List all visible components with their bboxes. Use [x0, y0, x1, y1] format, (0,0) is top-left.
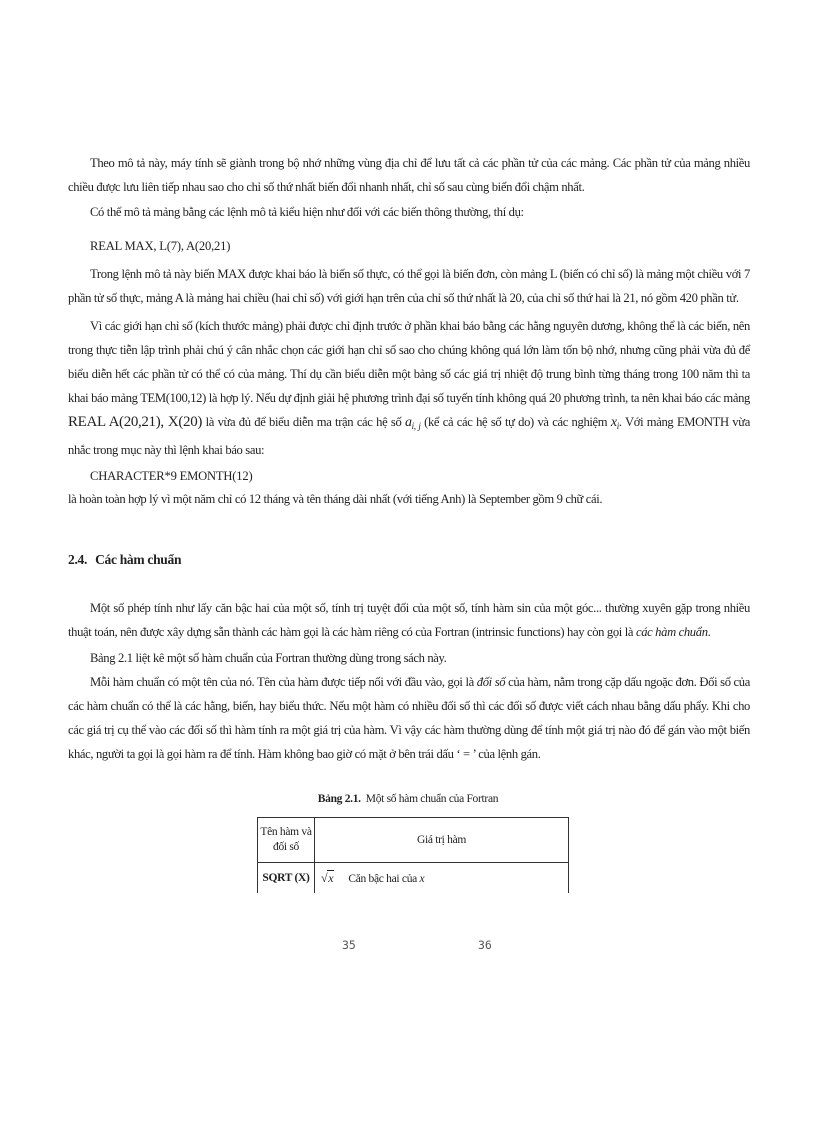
- function-description: Căn bậc hai của: [348, 872, 417, 885]
- code-real-declaration: REAL MAX, L(7), A(20,21): [90, 239, 231, 253]
- paragraph-memory-layout: Theo mô tả này, máy tính sẽ giành trong bộ nhớ những vùng địa chỉ để lưu tất cả các phần tử của các mảng. Các phần tử của mảng nhiều chiều được lưu liên tiếp nhau sao cho chỉ số thứ nhất biến đổi nhanh nhất, chỉ số sau cùng biến đổi chậm nhất.: [68, 156, 750, 194]
- math-var-x: x: [610, 415, 617, 430]
- table-header-value: Giá trị hàm: [315, 818, 569, 863]
- paragraph-intrinsic-functions: [68, 596, 750, 644]
- function-description-var: x: [419, 872, 425, 885]
- term-standard-functions: các hàm chuẩn: [635, 625, 708, 639]
- page-number-left: 35: [342, 938, 356, 952]
- paragraph-array-limits: [68, 314, 750, 462]
- table-caption-text: Một số hàm chuẩn của Fortran: [365, 793, 499, 805]
- table-caption: [0, 793, 816, 805]
- table-header-name: [258, 818, 315, 863]
- function-name-cell: SQRT (X): [258, 863, 315, 894]
- section-number: 2.4.: [68, 552, 88, 567]
- paragraph-arguments-text-b: của hàm, nằm trong cặp dấu ngoặc đơn. Đối số của các hàm chuẩn có thể là các hằng, biến, hay biểu thức. Nếu một hàm có nhiều đối số thì các đối số được viết cách nhau bằng dấu phẩy. Khi cho các giá trị cụ thể vào các đối số thì hàm tính ra một giá trị của hàm. Vì vậy các hàm thường dùng để tính một giá trị nào đó để gán vào một biến khác, người ta gọi là gọi hàm ra để tính. Hàm không bao giờ có mặt ở bên trái dấu ‘ = ’ của lệnh gán.: [68, 675, 750, 761]
- page-number-right: 36: [478, 938, 492, 952]
- paragraph-array-limits-text-a: Vì các giới hạn chỉ số (kích thước mảng) phải được chỉ định trước ở phần khai báo bằng các hằng nguyên dương, không thể là các biến, nên trong thực tiễn lập trình phải chú ý cân nhắc chọn các giới hạn chỉ số sao cho chúng không quá lớn làm tốn bộ nhớ, nhưng cũng phải vừa đủ để biểu diễn hết các phần tử có thể có của mảng. Thí dụ cần biểu diễn một bảng số các giá trị nhiệt độ trung bình từng tháng trong 100 năm thì ta khai báo mảng TEM(100,12) là hợp lý. Nếu dự định giải hệ phương trình đại số tuyến tính không quá 20 phương trình, ta nên khai báo các mảng: [68, 319, 750, 405]
- section-heading: [68, 552, 181, 568]
- sqrt-argument: x: [328, 870, 334, 885]
- paragraph-declare-explanation: Trong lệnh mô tả này biến MAX được khai báo là biến số thực, có thể gọi là biến đơn, còn mảng L (biến có chỉ số) là mảng một chiều với 7 phần tử số thực, mảng A là mảng hai chiều (hai chỉ số) với giới hạn trên của chỉ số thứ nhất là 20, của chỉ số thứ hai là 21, nó gồm 420 phần tử.: [68, 267, 750, 305]
- sqrt-symbol: √x: [321, 870, 334, 885]
- section-title: Các hàm chuẩn: [95, 552, 182, 567]
- math-var-a: a: [404, 415, 412, 430]
- paragraph-declare-intro: Có thể mô tả mảng bằng các lệnh mô tả kiểu hiện như đối với các biến thông thường, thí dụ:: [90, 205, 524, 219]
- table-row: [258, 863, 569, 894]
- math-sub-ij: i, j: [411, 421, 421, 431]
- paragraph-intrinsic-text-b: .: [707, 625, 711, 639]
- paragraph-arguments-text-a: Mỗi hàm chuẩn có một tên của nó. Tên của hàm được tiếp nối với đầu vào, gọi là: [90, 675, 474, 689]
- table-header-name-line1: Tên hàm và: [260, 826, 312, 838]
- paragraph-intrinsic-text-a: Một số phép tính như lấy căn bậc hai của một số, tính trị tuyệt đối của một số, tính hàm sin của một góc... thường xuyên gặp trong nhiều thuật toán, nên được xây dựng sẵn thành các hàm gọi là các hàm riêng có của Fortran (intrinsic functions) hay còn gọi là: [68, 601, 750, 639]
- paragraph-function-arguments: [68, 670, 750, 766]
- table-header-name-line2: đối số: [273, 841, 299, 853]
- paragraph-array-limits-text-d: . Với mảng EMONTH vừa nhắc trong mục này thì lệnh khai báo sau:: [68, 415, 750, 457]
- paragraph-array-limits-text-c: (kể cả các hệ số tự do) và các nghiệm: [424, 415, 608, 429]
- function-value-cell: [315, 863, 569, 894]
- table-header-row: [258, 818, 569, 863]
- paragraph-table-reference: Bảng 2.1 liệt kê một số hàm chuẩn của Fortran thường dùng trong sách này.: [90, 651, 447, 665]
- table-caption-label: Bảng 2.1.: [317, 793, 361, 805]
- inline-real-declaration: REAL A(20,21), X(20): [68, 414, 202, 430]
- code-character-declaration: CHARACTER*9 EMONTH(12): [90, 469, 253, 483]
- paragraph-emonth-explanation: là hoàn toàn hợp lý vì một năm chỉ có 12 tháng và tên tháng dài nhất (với tiếng Anh) là September gồm 9 chữ cái.: [68, 492, 603, 506]
- math-sub-i: i: [616, 421, 619, 431]
- paragraph-array-limits-text-b: là vừa đủ để biểu diễn ma trận các hệ số: [205, 415, 402, 429]
- functions-table: [257, 817, 569, 893]
- term-argument: đối số: [476, 675, 506, 689]
